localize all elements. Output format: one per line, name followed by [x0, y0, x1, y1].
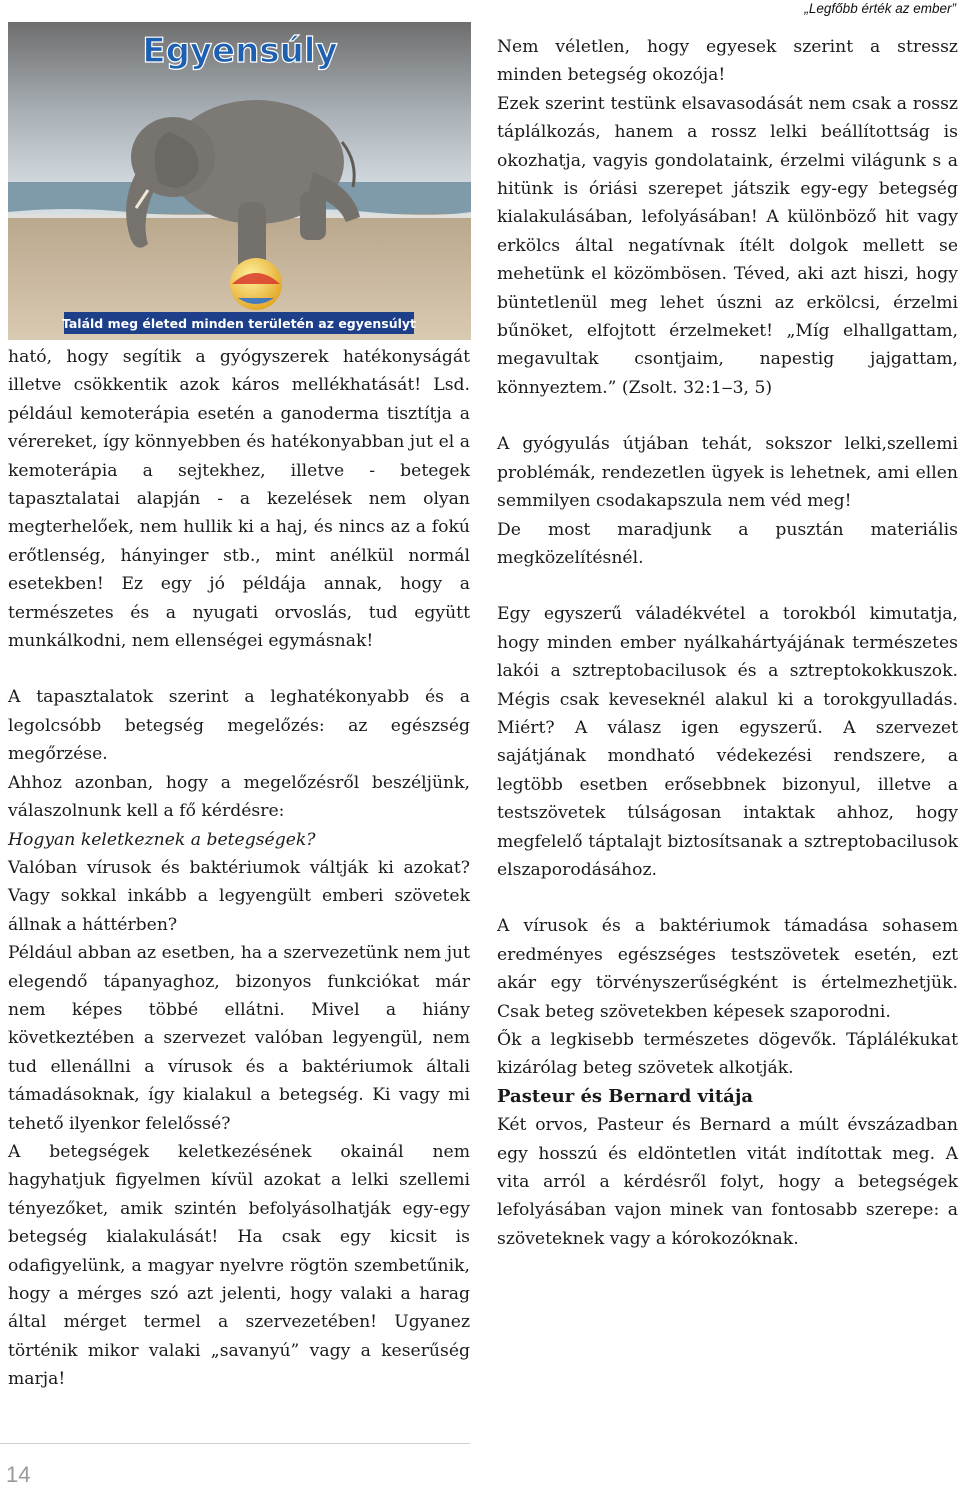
left-paragraph-5: Például abban az esetben, ha a szervezetünk nem jut elegendő tápanyaghoz, bizonyos funkciókat már nem képes többé ellátni. Mivel a hiány következtében a szervezet valóban legyengül, nem tud ellenállni a vírusok és a baktériumok általi támadásoknak, így kialakul a betegség. Ki vagy mi tehető ilyenkor felelőssé? — [8, 943, 470, 1134]
section-heading: Pasteur és Bernard vitája — [497, 1085, 753, 1107]
left-paragraph-2: A tapasztalatok szerint a leghatékonyabb és a legolcsóbb betegség megelőzés: az egészség megőrzése. — [8, 687, 470, 765]
right-paragraph-1: Nem véletlen, hogy egyesek szerint a stressz minden betegség okozója! — [497, 37, 958, 86]
key-question: Hogyan keletkeznek a betegségek? — [8, 829, 316, 850]
right-paragraph-2: Ezek szerint testünk elsavasodását nem csak a rossz táplálkozás, hanem a rossz lelki beállítottság is okozhatja, vagyis gondolataink, érzelmi világunk s a hitünk is óriási szerepet játszik egy-egy betegség kialakulásában, lefolyásában! A különböző hit vagy erkölcs által negatívnak ítélt dolgok mellett se mehetünk el közömbösen. Téved, aki azt hiszi, hogy büntetlenül meg lehet úszni az erkölcsi, érzelmi bűnöket, elfojtott érzelmeket! „Míg elhallgattam, megavultak csontjaim, napestig jajgattam, könnyeztem.” (Zsolt. 32:1‒3, 5) — [497, 93, 958, 398]
left-column — [8, 343, 470, 1394]
right-paragraph-5: Egy egyszerű váladékvétel a torokból kimutatja, hogy minden ember nyálkahártyájának természetes lakói a sztreptobacilusok és a sztreptokokkuszok. Mégis csak keveseknél alakul ki a torokgyulladás. Miért? A válasz igen egyszerű. A szervezet sajátjának mondható védekezési rendszere, a legtöbb esetben erősebbnek bizonyul, illetve a testszövetek túlságosan intaktak ahhoz, hogy megfelelő táptalajt biztosítsanak a sztreptobacilusok elszaporodásához. — [497, 604, 958, 880]
left-paragraph-6: A betegségek keletkezésének okainál nem hagyhatjuk figyelmen kívül azokat a lelki szellemi tényezőket, amik szintén befolyásolhatják egy-egy betegség kialakulását! Ha csak egy kicsit is odafigyelünk, a magyar nyelvre rögtön szembetűnik, hogy a mérges szó azt jelenti, hogy valaki a harag által mérget termel a szervezetében! Ugyanez történik mikor valaki „savanyú” vagy a keserűség marja! — [8, 1141, 470, 1390]
photo-caption: Találd meg életed minden területén az egyensúlyt — [61, 316, 417, 331]
right-paragraph-8: Két orvos, Pasteur és Bernard a múlt évszázadban egy hosszú és eldöntetlen vitát indítottak meg. A vita arról a kérdésről folyt, hogy a betegségek lefolyásában vajon minek van fontosabb szerepe: a szöveteknek vagy a kórokozóknak. — [497, 1115, 958, 1249]
left-paragraph-4: Valóban vírusok és baktériumok váltják ki azokat? Vagy sokkal inkább a legyengült emberi szövetek állnak a háttérben? — [8, 857, 470, 935]
page-number: 14 — [6, 1462, 31, 1487]
right-column — [497, 33, 958, 1253]
elephant-balance-photo — [8, 22, 471, 340]
footer-divider — [0, 1443, 470, 1444]
photo-title: Egyensúly — [142, 31, 338, 71]
right-paragraph-3: A gyógyulás útjában tehát, sokszor lelki,szellemi problémák, rendezetlen ügyek is lehetnek, ami ellen semmilyen csodakapszula nem véd meg! — [497, 434, 958, 512]
elephant-on-ball-illustration — [8, 22, 471, 340]
right-paragraph-6: A vírusok és a baktériumok támadása sohasem eredményes egészséges testszövetek esetén, ezt akár egy törvényszerűségként is értelmezhetjük. Csak beteg szövetekben képesek szaporodni. — [497, 916, 958, 1022]
right-paragraph-7: Ők a legkisebb természetes dögevők. Táplálékukat kizárólag beteg szövetek alkotják. — [497, 1030, 958, 1079]
right-paragraph-4: De most maradjunk a pusztán materiális megközelítésnél. — [497, 519, 958, 568]
running-header: „Legfőbb érték az ember” — [804, 1, 956, 16]
left-paragraph-3: Ahhoz azonban, hogy a megelőzésről beszéljünk, válaszolnunk kell a fő kérdésre: — [8, 772, 470, 822]
left-paragraph-1: ható, hogy segítik a gyógyszerek hatékonyságát illetve csökkentik azok káros mellékhatását! Lsd. például kemoterápia esetén a ganoderma tisztítja a vérereket, így könnyebben és hatékonyabban jut el a kemoterápia a sejtekhez, illetve - betegek tapasztalatai alapján - a kezelések nem olyan megterhelőek, nem hullik ki a haj, és nincs az a fokú erőtlenség, hányinger stb., mint anélkül normál esetekben! Ez egy jó példája annak, hogy a természetes és a nyugati orvoslás, tud együtt munkálkodni, nem ellenségei egymásnak! — [8, 347, 470, 652]
